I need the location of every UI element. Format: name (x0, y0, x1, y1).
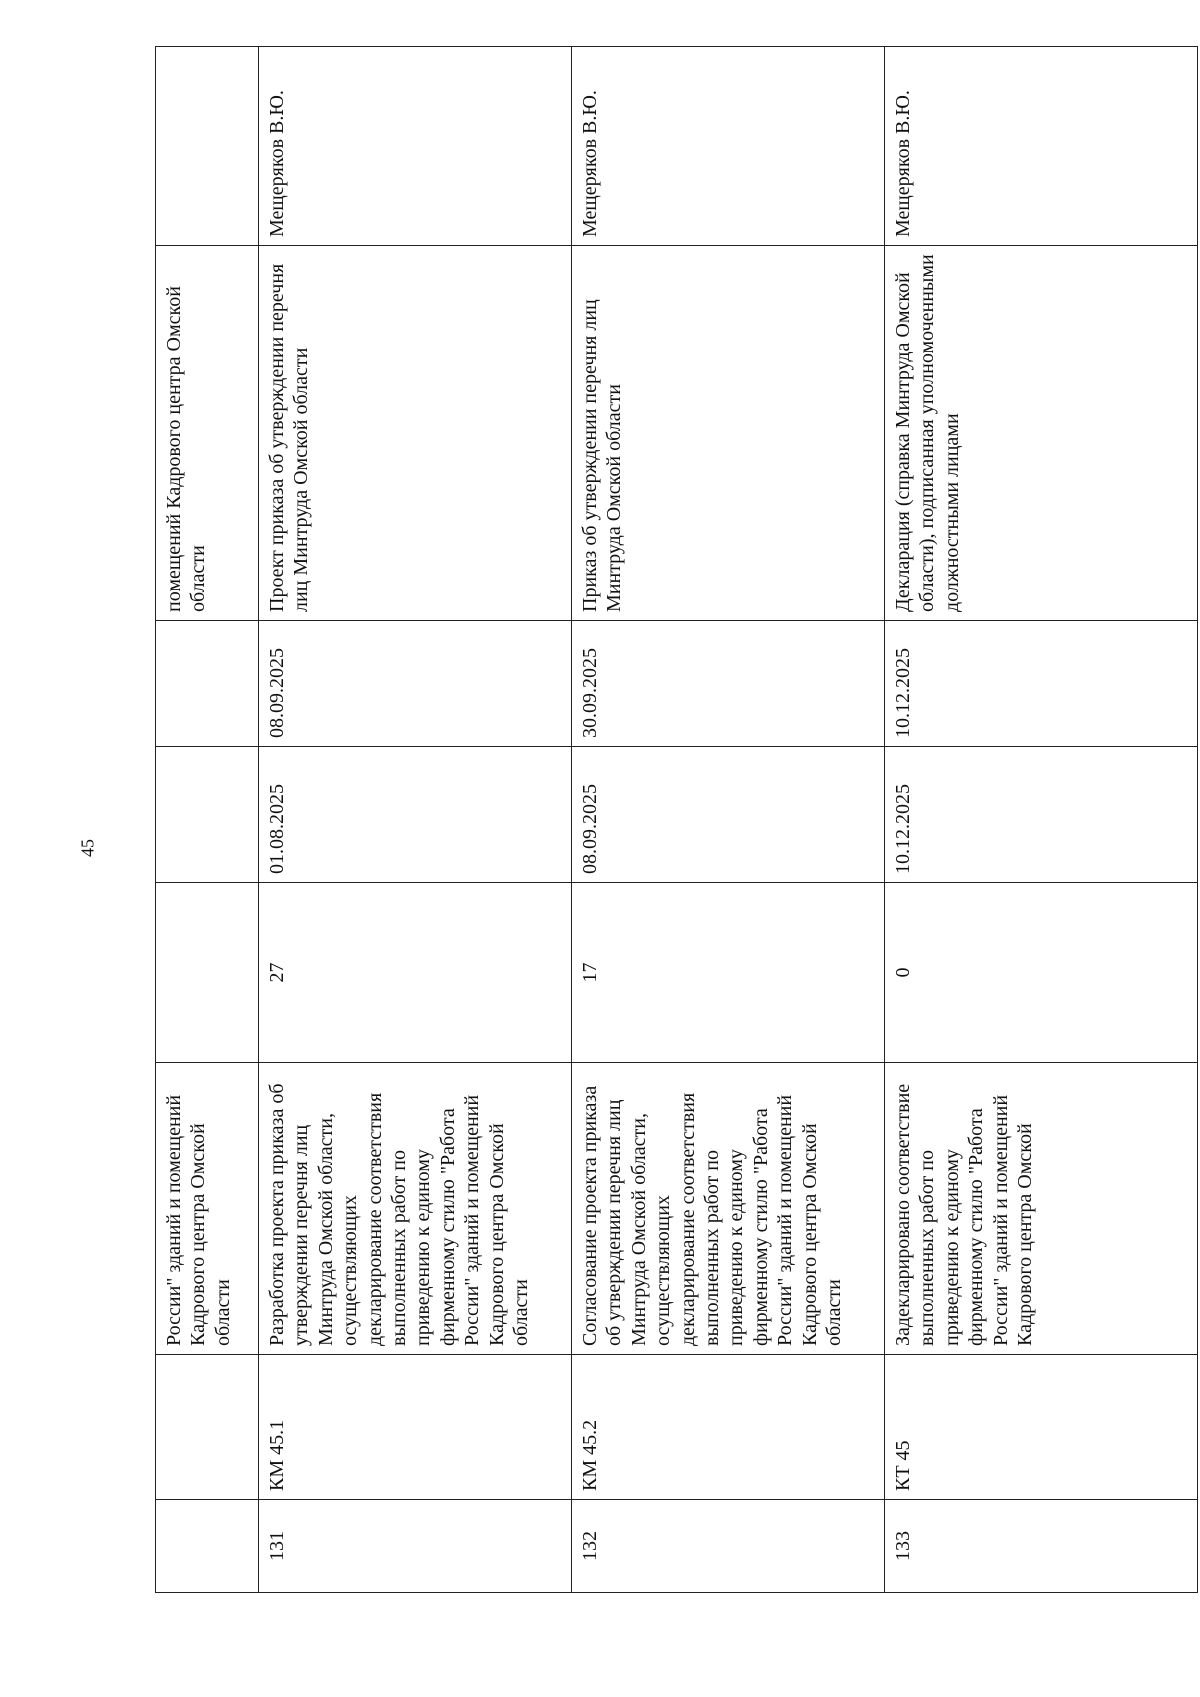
cell-responsible: Мещеряков В.Ю. (572, 47, 885, 246)
cell-name: Задекларировано соответствие выполненных работ по приведению к единому фирменному стилю "Работа России" зданий и помещений Кадрового центра Омской (885, 1063, 1198, 1355)
cell-code: КТ 45 (885, 1355, 1198, 1500)
table-row (259, 47, 572, 1593)
cell-duration: 27 (259, 883, 572, 1063)
cell-duration (156, 883, 259, 1063)
table-row (885, 47, 1198, 1593)
cell-no: 132 (572, 1500, 885, 1593)
cell-code: КМ 45.2 (572, 1355, 885, 1500)
table-row (572, 47, 885, 1593)
cell-start: 08.09.2025 (572, 747, 885, 883)
cell-end (156, 621, 259, 747)
cell-start (156, 747, 259, 883)
cell-duration: 0 (885, 883, 1198, 1063)
cell-responsible: Мещеряков В.Ю. (259, 47, 572, 246)
cell-no: 131 (259, 1500, 572, 1593)
cell-no (156, 1500, 259, 1593)
cell-code: КМ 45.1 (259, 1355, 572, 1500)
cell-start: 10.12.2025 (885, 747, 1198, 883)
cell-start: 01.08.2025 (259, 747, 572, 883)
cell-name: Разработка проекта приказа об утверждении перечня лиц Минтруда Омской области, осуществляющих декларирование соответствия выполненных работ по приведению к единому фирменному стилю "Работа России" зданий и помещений Кадрового центра Омской области (259, 1063, 572, 1355)
cell-duration: 17 (572, 883, 885, 1063)
cell-no: 133 (885, 1500, 1198, 1593)
cell-end: 30.09.2025 (572, 621, 885, 747)
cell-responsible (156, 47, 259, 246)
cell-end: 08.09.2025 (259, 621, 572, 747)
cell-result: помещений Кадрового центра Омской области (156, 246, 259, 621)
cell-name: Согласование проекта приказа об утверждении перечня лиц Минтруда Омской области, осуществляющих декларирование соответствия выполненных работ по приведению к единому фирменному стилю "Работа России" зданий и помещений Кадрового центра Омской области (572, 1063, 885, 1355)
cell-result: Декларация (справка Минтруда Омской области), подписанная уполномоченными должностными лицами (885, 246, 1198, 621)
cell-name: России" зданий и помещений Кадрового центра Омской области (156, 1063, 259, 1355)
cell-result: Приказ об утверждении перечня лиц Минтруда Омской области (572, 246, 885, 621)
plan-table (155, 47, 1150, 1593)
cell-code (156, 1355, 259, 1500)
table-row-continuation (156, 47, 259, 1593)
cell-result: Проект приказа об утверждении перечня лиц Минтруда Омской области (259, 246, 572, 621)
cell-responsible: Мещеряков В.Ю. (885, 47, 1198, 246)
page-number: 45 (77, 839, 98, 857)
cell-end: 10.12.2025 (885, 621, 1198, 747)
